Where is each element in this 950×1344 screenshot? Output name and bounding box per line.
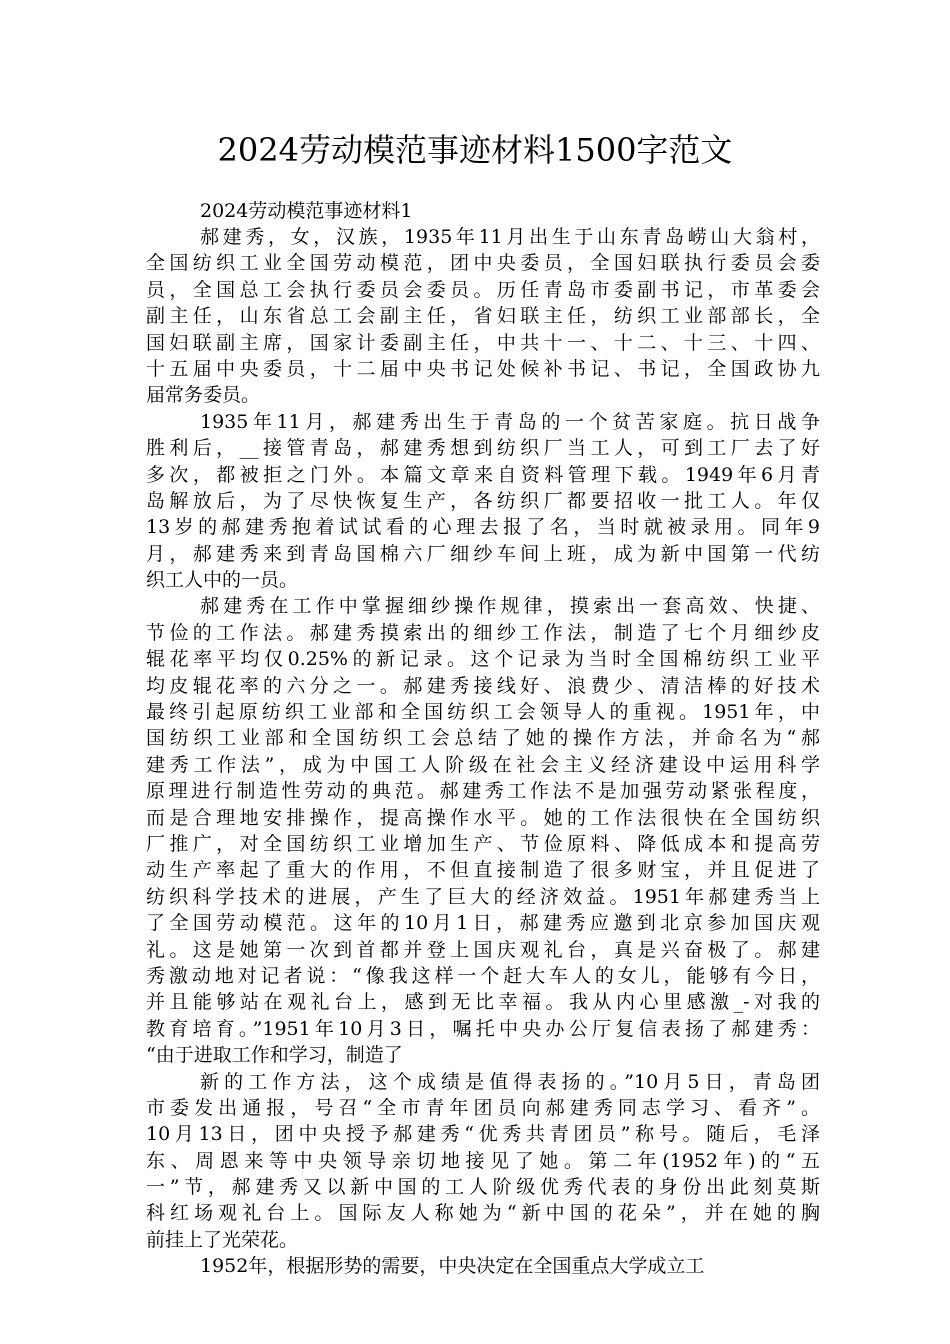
paragraph-line: 多次，都被拒之门外。本篇文章来自资料管理下载。1949年6月青 (146, 463, 820, 486)
paragraph-line: 1935年11月，郝建秀出生于青岛的一个贫苦家庭。抗日战争 (200, 410, 820, 433)
paragraph (146, 1253, 820, 1279)
paragraph-container (146, 224, 820, 1280)
paragraph-line: 届常务委员。 (146, 384, 261, 407)
paragraph-line: 前挂上了光荣花。 (146, 1228, 299, 1251)
paragraph-line: 郝建秀在工作中掌握细纱操作规律，摸索出一套高效、快捷、 (200, 595, 820, 618)
paragraph (146, 593, 820, 1068)
paragraph-line: 东、周恩来等中央领导亲切地接见了她。第二年(1952年)的“五 (146, 1149, 820, 1172)
paragraph-line: 最终引起原纺织工业部和全国纺织工会领导人的重视。1951年，中 (146, 701, 820, 724)
paragraph-line: 13岁的郝建秀抱着试试看的心理去报了名，当时就被录用。同年9 (146, 516, 820, 539)
paragraph-line: 科红场观礼台上。国际友人称她为“新中国的花朵”，并在她的胸 (146, 1202, 820, 1225)
paragraph (146, 224, 820, 409)
paragraph (146, 409, 820, 594)
paragraph-line: 郝建秀，女，汉族，1935年11月出生于山东青岛崂山大翁村， (200, 226, 820, 248)
paragraph-line: 秀激动地对记者说：“像我这样一个赶大车人的女儿，能够有今日， (146, 964, 820, 987)
paragraph-line: 动生产率起了重大的作用，不但直接制造了很多财宝，并且促进了 (146, 859, 820, 882)
paragraph-line: 辊花率平均仅0.25%的新记录。这个记录为当时全国棉纺织工业平 (146, 648, 820, 671)
document-title: 2024劳动模范事迹材料1500字范文 (217, 131, 733, 169)
paragraph-line: 新的工作方法，这个成绩是值得表扬的。”10月5日，青岛团 (200, 1070, 820, 1093)
paragraph-line: 十五届中央委员，十二届中央书记处候补书记、书记，全国政协九 (146, 357, 820, 380)
paragraph-line: 一”节，郝建秀又以新中国的工人阶级优秀代表的身份出此刻莫斯 (146, 1176, 820, 1199)
paragraph-line: 纺织科学技术的进展，产生了巨大的经济效益。1951年郝建秀当上 (146, 885, 820, 908)
paragraph-line: 胜利后，__接管青岛，郝建秀想到纺织厂当工人，可到工厂去了好 (146, 437, 820, 460)
paragraph (146, 1069, 820, 1254)
paragraph-line: 国妇联副主席，国家计委副主任，中共十一、十二、十三、十四、 (146, 331, 820, 354)
section-heading: 2024劳动模范事迹材料1 (200, 200, 413, 222)
paragraph-line: 1952年，根据形势的需要，中央决定在全国重点大学成立工 (200, 1255, 705, 1278)
paragraph-line: 教育培育。”1951年10月3日，嘱托中央办公厅复信表扬了郝建秀： (146, 1017, 820, 1040)
paragraph-line: 并且能够站在观礼台上，感到无比幸福。我从内心里感激_-对我的 (146, 991, 820, 1014)
paragraph-line: 原理进行制造性劳动的典范。郝建秀工作法不是加强劳动紧张程度， (146, 780, 820, 803)
paragraph-line: 岛解放后，为了尽快恢复生产，各纺织厂都要招收一批工人。年仅 (146, 489, 820, 512)
paragraph-line: 副主任，山东省总工会副主任，省妇联主任，纺织工业部部长，全 (146, 305, 820, 328)
paragraph-line: 月，郝建秀来到青岛国棉六厂细纱车间上班，成为新中国第一代纺 (146, 542, 820, 565)
paragraph-line: “由于进取工作和学习，制造了 (146, 1044, 403, 1067)
paragraph-line: 均皮辊花率的六分之一。郝建秀接线好、浪费少、清洁棒的好技术 (146, 674, 820, 697)
paragraph-line: 而是合理地安排操作，提高操作水平。她的工作法很快在全国纺织 (146, 806, 820, 829)
document-body (146, 198, 820, 1280)
paragraph-line: 员，全国总工会执行委员会委员。历任青岛市委副书记，市革委会 (146, 278, 820, 301)
paragraph-line: 厂推广，对全国纺织工业增加生产、节俭原料、降低成本和提高劳 (146, 832, 820, 855)
paragraph-line: 建秀工作法”，成为中国工人阶级在社会主义经济建设中运用科学 (146, 753, 820, 776)
paragraph-line: 了全国劳动模范。这年的10月1日，郝建秀应邀到北京参加国庆观 (146, 912, 820, 935)
paragraph-line: 节俭的工作法。郝建秀摸索出的细纱工作法，制造了七个月细纱皮 (146, 621, 820, 644)
paragraph-line: 礼。这是她第一次到首都并登上国庆观礼台，真是兴奋极了。郝建 (146, 938, 820, 961)
paragraph-line: 织工人中的一员。 (146, 569, 299, 592)
paragraph-line: 国纺织工业部和全国纺织工会总结了她的操作方法，并命名为“郝 (146, 727, 820, 750)
paragraph-line: 全国纺织工业全国劳动模范，团中央委员，全国妇联执行委员会委 (146, 252, 820, 275)
paragraph-line: 10月13日，团中央授予郝建秀“优秀共青团员”称号。随后，毛泽 (146, 1123, 820, 1146)
paragraph-line: 市委发出通报，号召“全市青年团员向郝建秀同志学习、看齐”。 (146, 1096, 820, 1119)
